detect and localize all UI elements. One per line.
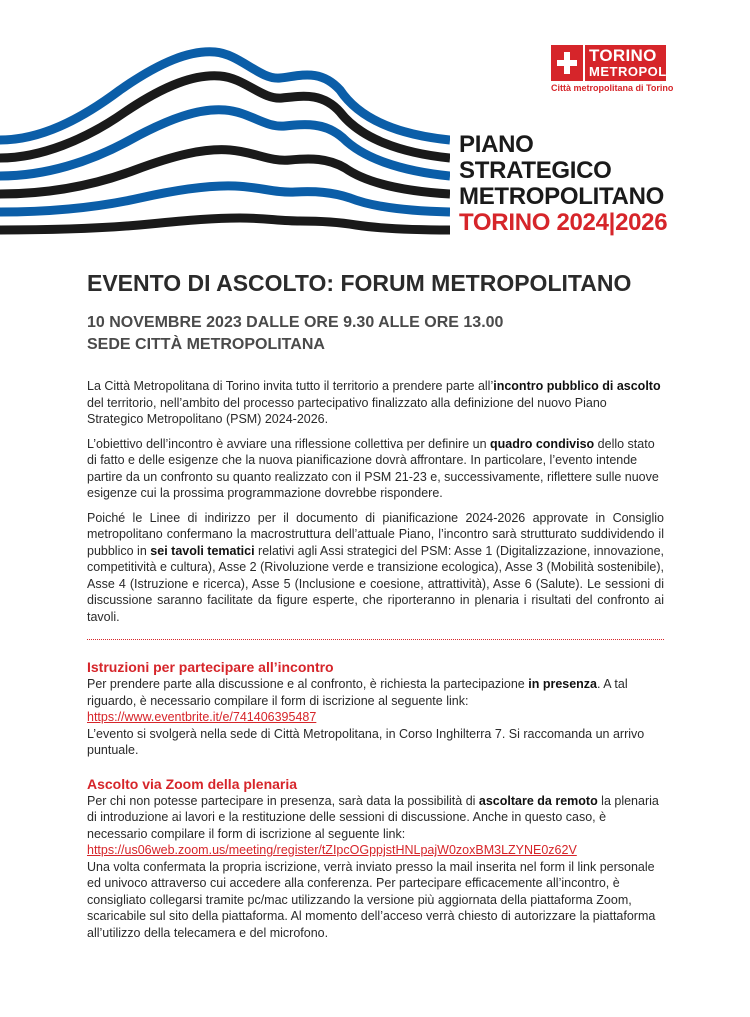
- text: dello stato di fatto e delle esigenze che la nuova pianificazione dovrà affrontare. In particolare, l’evento intende partire da un confronto su quanto realizzato con il PSM 21-23 e, successivamente, riflettere sulle nuove esigenze cui la prossima programmazione dovrebbe rispondere.: [87, 436, 659, 500]
- event-title: EVENTO DI ASCOLTO: FORUM METROPOLITANO: [87, 270, 632, 296]
- logo-subtitle: Città metropolitana di Torino: [551, 83, 674, 93]
- instructions-paragraph: [87, 676, 664, 759]
- text: del territorio, nell’ambito del processo partecipativo finalizzato alla definizione del nuovo Piano Strategico Metropolitano (PSM) 2024-2026.: [87, 395, 607, 426]
- text: la plenaria di introduzione ai lavori e la restituzione delle sessioni di discussione. Anche in questo caso, è necessario compilare il form di iscrizione al seguente link:: [87, 793, 659, 841]
- text: Per chi non potesse partecipare in presenza, sarà data la possibilità di: [87, 793, 479, 808]
- plan-line-1: PIANO: [459, 131, 534, 158]
- text: La Città Metropolitana di Torino invita tutto il territorio a prendere parte all’: [87, 379, 494, 393]
- event-date-line-1: 10 NOVEMBRE 2023 DALLE ORE 9.30 ALLE ORE 13.00: [87, 314, 504, 331]
- bold-text: incontro pubblico di ascolto: [493, 379, 661, 393]
- bold-text: in presenza: [528, 677, 598, 691]
- bold-text: ascoltare da remoto: [478, 793, 598, 808]
- main-content: [87, 270, 664, 941]
- logo-line-2: METROPOLI: [589, 64, 671, 79]
- instructions-heading: Istruzioni per partecipare all’incontro: [87, 659, 334, 675]
- plan-line-4: TORINO 2024|2026: [459, 209, 668, 236]
- plan-title: [459, 132, 667, 236]
- text: Poiché le Linee di indirizzo per il documento di pianificazione 2024-2026 approvate in Consiglio metropolitano confermano la macrostruttura dell’attuale Piano, l’incontro sarà strutturato suddividendo il pubblico in: [87, 510, 664, 558]
- structure-paragraph: [87, 510, 664, 626]
- zoom-registration-link[interactable]: https://us06web.zoom.us/meeting/register/tZIpcOGppjstHNLpajW0zoxBM3LZYNE0z62V: [87, 843, 577, 857]
- text: L’evento si svolgerà nella sede di Città Metropolitana, in Corso Inghilterra 7. Si raccomanda un arrivo puntuale.: [87, 726, 645, 757]
- torino-metropoli-logo: [551, 45, 674, 95]
- zoom-heading: Ascolto via Zoom della plenaria: [87, 775, 298, 792]
- objective-paragraph: [87, 436, 664, 502]
- eventbrite-link[interactable]: https://www.eventbrite.it/e/741406395487: [87, 710, 317, 724]
- wave-logo-graphic: [0, 40, 450, 240]
- event-venue: SEDE CITTÀ METROPOLITANA: [87, 336, 325, 353]
- text: L’obiettivo dell’incontro è avviare una riflessione collettiva per definire un: [87, 436, 491, 451]
- wave-stripe-1: [0, 52, 450, 140]
- plan-line-2: STRATEGICO: [459, 157, 612, 184]
- logo-line-1: TORINO: [589, 46, 657, 65]
- plan-line-3: METROPOLITANO: [459, 183, 664, 210]
- text: relativi agli Assi strategici del PSM: Asse 1 (Digitalizzazione, innovazione, competitività e cultura), Asse 2 (Rivoluzione verde e transizione ecologica), Asse 3 (Mobilità sostenibile), Asse 4 (Istruzione e ricerca), Asse 5 (Inclusione e coesione, attrattività), Asse 6 (Salute). Le sessioni di discussione saranno facilitate da figure esperte, che riporteranno in plenaria i risultati del confronto ai tavoli.: [87, 543, 665, 624]
- zoom-paragraph: [87, 793, 664, 942]
- dotted-divider: [87, 639, 664, 640]
- text: . A tal riguardo, è necessario compilare il form di iscrizione al seguente link:: [87, 677, 628, 708]
- wave-stripe-6: [0, 218, 450, 230]
- logo-box: [585, 45, 671, 81]
- text: Per prendere parte alla discussione e al confronto, è richiesta la partecipazione: [87, 677, 529, 691]
- bold-text: sei tavoli tematici: [150, 543, 255, 558]
- bold-text: quadro condiviso: [490, 436, 595, 451]
- coat-of-arms-icon: [551, 45, 583, 81]
- intro-paragraph: [87, 378, 664, 428]
- text: Una volta confermata la propria iscrizione, verrà inviato presso la mail inserita nel form il link personale ed univoco attraverso cui accedere alla conferenza. Per partecipare efficacemente all’incontro, è consigliato collegarsi tramite pc/mac utilizzando la versione più aggiornata della piattaforma Zoom, scaricabile sul sito della piattaforma. Al momento dell’acceso verrà chiesto di autorizzare la piattaforma all’utilizzo della telecamera e del microfono.: [87, 859, 656, 940]
- event-date: [87, 312, 664, 356]
